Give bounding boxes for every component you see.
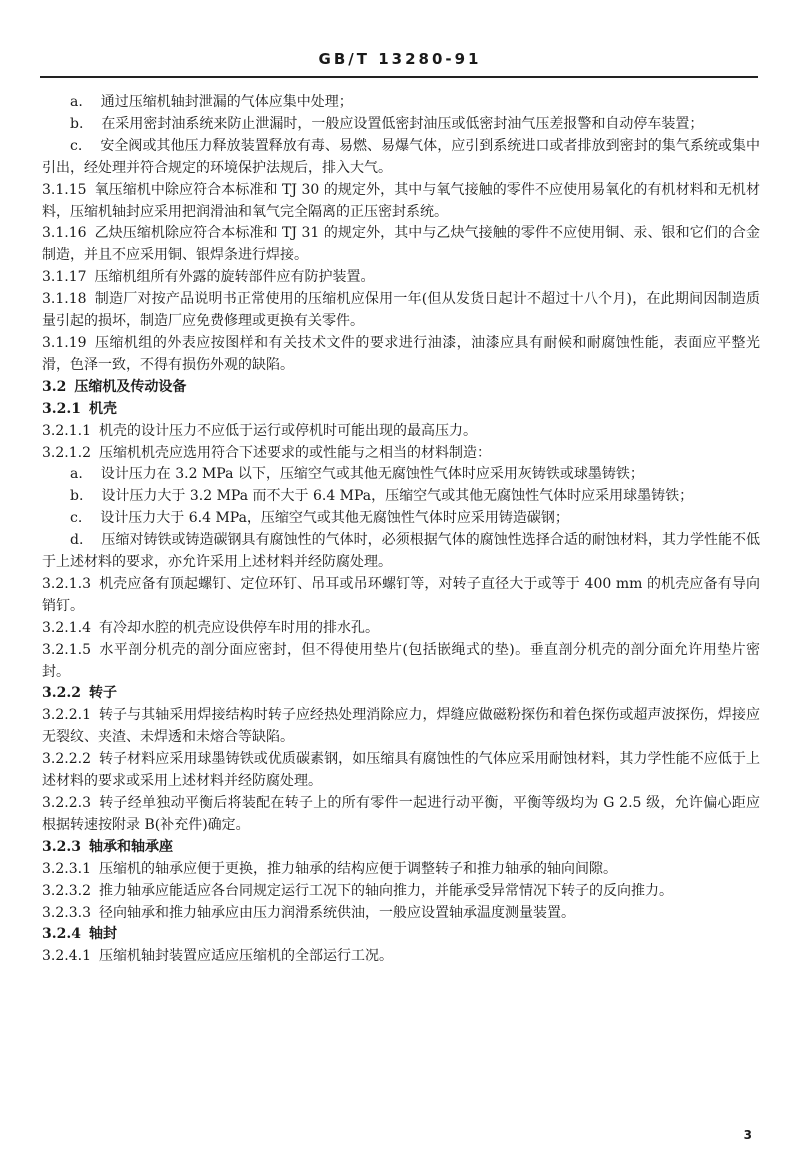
- paragraph-text: 通过压缩机轴封泄漏的气体应集中处理；: [100, 94, 353, 110]
- section-title: 转子: [88, 685, 117, 702]
- paragraph-text: 安全阀或其他压力释放装置释放有毒、易燃、易爆气体，应引到系统进口或者排放到密封的集气系统或集中引出，经处理并符合规定的环境保护法规后，排入大气。: [42, 137, 760, 176]
- paragraph-text: 设计压力在 3.2 MPa 以下，压缩空气或其他无腐蚀性气体时应采用灰铸铁或球墨铸铁；: [100, 466, 644, 483]
- clause-number: 3.2.3.1: [42, 860, 91, 877]
- clause-number: 3.1.19: [42, 334, 87, 351]
- paragraph-text: 设计压力大于 6.4 MPa，压缩空气或其他无腐蚀性气体时应采用铸造碳钢；: [100, 510, 569, 527]
- clause-paragraph: [42, 180, 760, 224]
- paragraph-text: 压缩机组的外表应按图样和有关技术文件的要求进行油漆，油漆应具有耐候和耐腐蚀性能，表面应平整光滑，色泽一致，不得有损伤外观的缺陷。: [42, 334, 760, 373]
- paragraph-text: 设计压力大于 3.2 MPa 而不大于 6.4 MPa，压缩空气或其他无腐蚀性气体时应采用球墨铸铁；: [101, 488, 694, 505]
- clause-number: 3.2.1.4: [42, 619, 91, 636]
- paragraph-text: 氧压缩机中除应符合本标准和 TJ 30 的规定外，其中与氧气接触的零件不应使用易氧化的有机材料和无机材料，压缩机轴封应采用把润滑油和氧气完全隔离的正压密封系统。: [42, 181, 760, 220]
- clause-paragraph: [42, 793, 760, 837]
- paragraph-text: 压缩机轴封装置应适应压缩机的全部运行工况。: [98, 948, 393, 965]
- item-label: a.: [70, 466, 83, 483]
- clause-number: 3.1.17: [42, 269, 87, 286]
- clause-number: 3.2.1.5: [42, 641, 91, 658]
- list-item: [42, 508, 760, 530]
- paragraph-text: 压缩对铸铁或铸造碳钢具有腐蚀性的气体时，必须根据气体的腐蚀性选择合适的耐蚀材料，其力学性能不低于上述材料的要求，亦允许采用上述材料并经防腐处理。: [42, 532, 760, 571]
- list-item: [42, 92, 760, 114]
- clause-number: 3.1.16: [42, 225, 87, 242]
- clause-number: 3.2.1.3: [42, 575, 91, 592]
- paragraph-text: 压缩机的轴承应便于更换，推力轴承的结构应便于调整转子和推力轴承的轴向间隙。: [98, 860, 617, 877]
- section-heading: [42, 924, 760, 946]
- clause-paragraph: [42, 421, 760, 443]
- clause-paragraph: [42, 443, 760, 465]
- page-number: 3: [743, 1128, 752, 1142]
- clause-number: 3.2: [42, 378, 67, 395]
- paragraph-text: 有冷却水腔的机壳应设供停车时用的排水孔。: [98, 619, 379, 636]
- clause-paragraph: [42, 881, 760, 903]
- clause-paragraph: [42, 859, 760, 881]
- paragraph-text: 压缩机组所有外露的旋转部件应有防护装置。: [94, 269, 375, 286]
- document-body: [42, 92, 760, 968]
- paragraph-text: 转子经单独动平衡后将装配在转子上的所有零件一起进行动平衡，平衡等级均为 G 2.5 级，允许偏心距应根据转速按附录 B(补充件)确定。: [42, 795, 760, 833]
- clause-number: 3.1.15: [42, 181, 87, 198]
- paragraph-text: 转子材料应采用球墨铸铁或优质碳素钢，如压缩具有腐蚀性的气体应采用耐蚀材料，其力学性能不应低于上述材料的要求或采用上述材料并经防腐处理。: [42, 751, 760, 790]
- paragraph-text: 在采用密封油系统来防止泄漏时，一般应设置低密封油压或低密封油气压差报警和自动停车装置；: [101, 115, 704, 132]
- paragraph-text: 机壳应备有顶起螺钉、定位环钉、吊耳或吊环螺钉等，对转子直径大于或等于 400 mm 的机壳应备有导向销钉。: [42, 575, 760, 614]
- clause-number: 3.2.2.2: [42, 751, 91, 768]
- list-item: [42, 486, 760, 508]
- clause-number: 3.2.2: [42, 685, 81, 702]
- clause-number: 3.1.18: [42, 291, 87, 308]
- paragraph-text: 压缩机机壳应选用符合下述要求的或性能与之相当的材料制造：: [98, 444, 491, 461]
- clause-paragraph: [42, 946, 760, 968]
- clause-number: 3.2.4: [42, 926, 81, 943]
- page-header: GB/T 13280-91: [318, 50, 482, 68]
- item-label: c.: [70, 510, 83, 527]
- item-label: a.: [70, 94, 83, 110]
- clause-paragraph: [42, 640, 760, 684]
- header-rule: [40, 76, 758, 78]
- clause-paragraph: [42, 903, 760, 925]
- paragraph-text: 水平剖分机壳的剖分面应密封，但不得使用垫片(包括嵌绳式的垫)。垂直剖分机壳的剖分面允许用垫片密封。: [42, 641, 760, 680]
- list-item: [42, 114, 760, 136]
- clause-number: 3.2.1: [42, 400, 81, 417]
- clause-number: 3.2.1.2: [42, 444, 91, 461]
- item-label: b.: [70, 488, 84, 505]
- section-title: 轴封: [88, 926, 117, 943]
- clause-number: 3.2.1.1: [42, 422, 91, 439]
- clause-paragraph: [42, 618, 760, 640]
- paragraph-text: 制造厂对按产品说明书正常使用的压缩机应保用一年(但从发货日起计不超过十八个月)，在此期间因制造质量引起的损坏，制造厂应免费修理或更换有关零件。: [42, 291, 760, 330]
- clause-number: 3.2.3: [42, 838, 81, 855]
- clause-number: 3.2.2.1: [42, 707, 91, 724]
- list-item: [42, 530, 760, 574]
- section-title: 机壳: [88, 400, 117, 417]
- paragraph-text: 推力轴承应能适应各台同规定运行工况下的轴向推力，并能承受异常情况下转子的反向推力。: [98, 882, 673, 899]
- clause-number: 3.2.2.3: [42, 795, 91, 811]
- clause-paragraph: [42, 749, 760, 793]
- list-item: [42, 464, 760, 486]
- section-title: 压缩机及传动设备: [74, 378, 187, 395]
- clause-number: 3.2.3.3: [42, 904, 91, 921]
- paragraph-text: 转子与其轴采用焊接结构时转子应经热处理消除应力，焊缝应做磁粉探伤和着色探伤或超声波探伤，焊接应无裂纹、夹渣、未焊透和未熔合等缺陷。: [42, 707, 760, 746]
- section-heading: [42, 837, 760, 859]
- section-heading: [42, 683, 760, 705]
- item-label: c.: [70, 137, 83, 154]
- clause-paragraph: [42, 705, 760, 749]
- section-heading: [42, 399, 760, 421]
- section-heading: [42, 377, 760, 399]
- list-item: [42, 136, 760, 180]
- item-label: b.: [70, 115, 84, 132]
- paragraph-text: 乙炔压缩机除应符合本标准和 TJ 31 的规定外，其中与乙炔气接触的零件不应使用铜、汞、银和它们的合金制造，并且不应采用铜、银焊条进行焊接。: [42, 225, 760, 264]
- clause-paragraph: [42, 289, 760, 333]
- clause-number: 3.2.3.2: [42, 882, 91, 899]
- item-label: d.: [70, 532, 84, 549]
- clause-number: 3.2.4.1: [42, 948, 91, 965]
- clause-paragraph: [42, 223, 760, 267]
- paragraph-text: 径向轴承和推力轴承应由压力润滑系统供油，一般应设置轴承温度测量装置。: [98, 904, 575, 921]
- clause-paragraph: [42, 574, 760, 618]
- paragraph-text: 机壳的设计压力不应低于运行或停机时可能出现的最高压力。: [98, 422, 477, 439]
- section-title: 轴承和轴承座: [88, 838, 173, 855]
- clause-paragraph: [42, 333, 760, 377]
- clause-paragraph: [42, 267, 760, 289]
